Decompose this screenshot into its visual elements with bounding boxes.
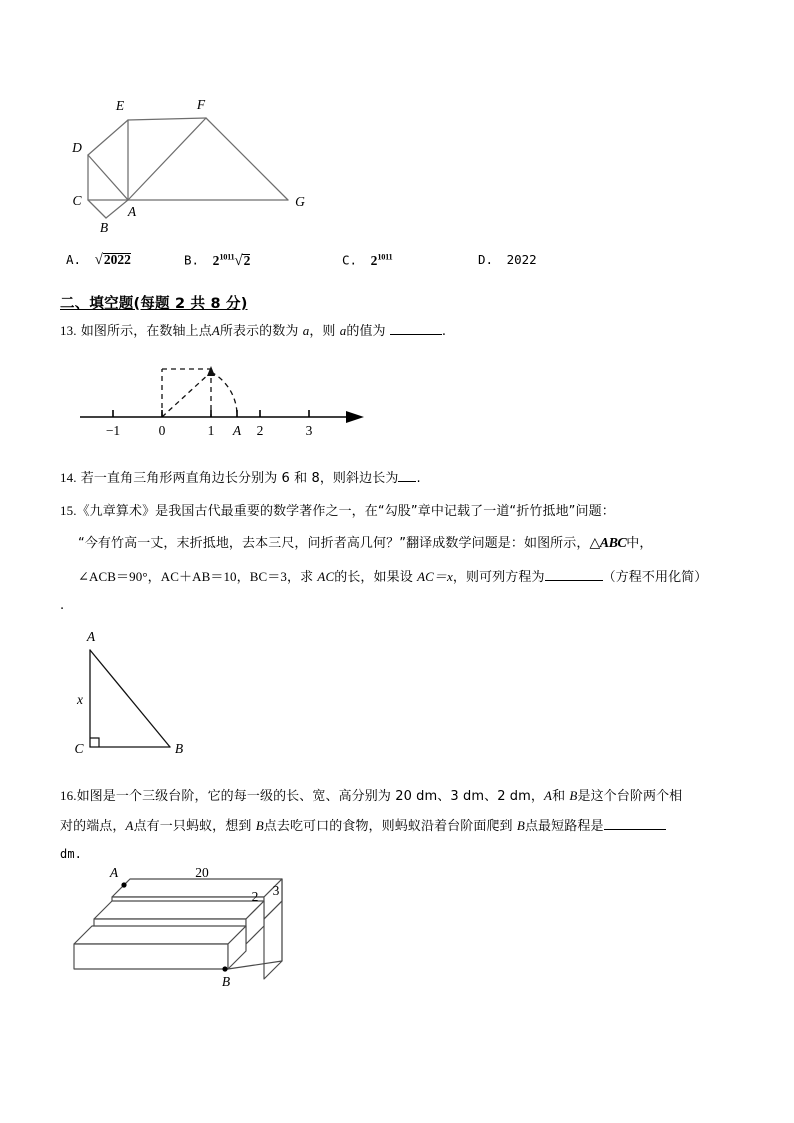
choice-b-value [213, 253, 251, 268]
tick-label-1: 1 [207, 423, 215, 438]
q15-line1: 《九章算术》是我国古代最重要的数学著作之一，在“勾股”章中记载了一道“折竹抵地”问题： [76, 504, 615, 519]
section-heading-paren: (每题 2 共 8 分) [133, 296, 248, 312]
point-B-marker [222, 966, 227, 971]
triangle-vertex-A: A [86, 629, 96, 644]
question-13-text [60, 316, 446, 347]
step1-front-face [74, 944, 228, 969]
q13-var-a2: a [339, 323, 347, 338]
number-line-figure [80, 352, 370, 450]
stairs-label-height-3: 3 [272, 883, 280, 898]
tick-label-A: A [232, 423, 242, 438]
q13-answer-blank[interactable] [390, 321, 442, 335]
q16-line1-end: 是这个台阶两个相 [577, 789, 683, 804]
section-heading-cn: 二、填空题 [60, 296, 134, 312]
choice-a-value [95, 252, 131, 267]
stairs-label-length-20: 20 [195, 865, 209, 880]
multiple-choice-row [66, 252, 746, 278]
q16-line2-label-B2: B [516, 818, 525, 833]
choice-b-exponent: 1011 [219, 252, 235, 261]
question-15-line2 [78, 529, 652, 559]
q16-unit: dm. [60, 847, 82, 861]
choice-c[interactable] [342, 252, 392, 269]
q15-line3-ac2: AC＝x [417, 569, 453, 584]
radical-icon: √ [234, 252, 243, 269]
q15-number: 15. [60, 503, 77, 518]
segment-ED [88, 120, 128, 155]
choice-a-label: A. [66, 252, 82, 267]
square-diagonal [162, 372, 211, 417]
radical-icon: √ [94, 252, 103, 268]
triangle-side-label-x: x [77, 692, 83, 707]
vertex-label-C: C [72, 193, 82, 208]
segment-EF [128, 118, 206, 120]
choice-b[interactable] [184, 252, 250, 270]
tick-label-minus1: −1 [105, 423, 121, 438]
q13-var-a1: a [302, 323, 310, 338]
segment-AB [90, 650, 170, 747]
stairs-label-B: B [221, 974, 231, 989]
q13-text-part4: 的值为 [346, 324, 386, 339]
choice-c-label: C. [342, 252, 358, 268]
axis-arrowhead [346, 411, 364, 423]
q13-var-point-a: A [211, 323, 220, 338]
q15-line3-a: ∠ACB＝90°，AC＋AB＝10，BC＝3，求 [78, 569, 314, 584]
question-16-line1 [60, 781, 682, 812]
q16-line2-d: 点最短路程是 [524, 819, 604, 834]
q15-triangle-symbol: △ABC [589, 536, 627, 551]
q13-text-part2: 所表示的数为 [219, 324, 299, 339]
choice-b-radicand: 2 [243, 252, 251, 268]
q15-line3-d: （方程不用化简） [602, 570, 708, 585]
question-14-text [60, 463, 421, 494]
vertex-label-E: E [115, 98, 125, 113]
spiral-of-theodorus-figure [60, 92, 380, 237]
point-A-marker [121, 882, 126, 887]
choice-d-label: D. [478, 252, 494, 267]
choice-b-label: B. [184, 252, 200, 268]
tick-label-3: 3 [305, 423, 313, 438]
question-15-line3 [78, 562, 707, 593]
triangle-vertex-C: C [74, 741, 84, 756]
vertex-label-B: B [99, 220, 109, 235]
choice-d[interactable] [478, 252, 537, 267]
segment-FG [206, 118, 288, 200]
choice-d-value: 2022 [506, 252, 537, 267]
q16-line2-label-A: A [125, 818, 134, 833]
tick-label-2: 2 [256, 423, 264, 438]
tick-label-0: 0 [158, 423, 166, 438]
question-16-line2 [60, 811, 666, 842]
q15-line2-a: “今有竹高一丈，末折抵地，去本三尺，问折者高几何？”翻译成数学问题是：如图所示， [78, 536, 590, 551]
right-triangle-figure [62, 622, 262, 770]
q16-line2-c: 点去吃可口的食物，则蚂蚁沿着台阶面爬到 [263, 819, 513, 834]
q16-number: 16. [60, 788, 77, 803]
q16-label-a: A [544, 788, 553, 803]
q15-line3-c: ，则可列方程为 [452, 570, 545, 585]
q13-period: . [441, 324, 447, 339]
vertex-label-F: F [196, 97, 206, 112]
staircase-figure [62, 866, 322, 1006]
q16-line2-a: 对的端点， [60, 819, 126, 834]
q16-line2-b: 点有一只蚂蚁，想到 [133, 819, 252, 834]
segment-BA [106, 200, 128, 218]
step2-top-face [94, 901, 264, 919]
q14-answer-blank[interactable] [398, 468, 416, 482]
segment-CB [88, 200, 106, 218]
q14-body: 若一直角三角形两直角边长分别为 6 和 8，则斜边长为 [80, 471, 399, 486]
q16-label-b: B [569, 788, 578, 803]
q14-period: . [416, 471, 421, 486]
choice-a-radicand: 2022 [103, 252, 131, 267]
section-heading [60, 292, 248, 313]
choice-a[interactable] [66, 252, 131, 269]
q15-answer-blank[interactable] [545, 567, 603, 581]
q15-line3-b: 的长，如果设 [334, 570, 413, 585]
stairs-label-A: A [109, 865, 119, 880]
choice-c-exponent: 1011 [377, 252, 393, 261]
choice-c-value [371, 253, 393, 268]
q13-text-part3: ，则 [309, 324, 336, 339]
diagonal-arrowhead [207, 366, 215, 376]
q15-line3-ac: AC [317, 569, 335, 584]
q15-trailing-period: . [60, 598, 65, 613]
q15-line2-b: 中， [626, 536, 653, 551]
q14-number: 14. [60, 470, 77, 485]
q16-line1: 如图是一个三级台阶，它的每一级的长、宽、高分别为 20 dm、3 dm、2 dm， [76, 789, 545, 804]
vertex-label-A: A [127, 204, 137, 219]
vertex-label-D: D [72, 140, 82, 155]
q16-line2-label-B: B [255, 818, 264, 833]
triangle-vertex-B: B [174, 741, 184, 756]
step1-top-face [74, 926, 246, 944]
q13-number: 13. [60, 323, 77, 338]
q16-line1-mid: 和 [552, 789, 566, 804]
stairs-label-depth-2: 2 [251, 889, 259, 904]
vertex-label-G: G [295, 194, 305, 209]
right-angle-marker [90, 738, 99, 747]
choice-b-base: 2 [212, 252, 220, 268]
construction-arc [211, 372, 237, 417]
segment-AF [128, 118, 206, 200]
question-15-line4 [60, 591, 64, 621]
choice-c-base: 2 [370, 252, 378, 268]
segment-DA [88, 155, 128, 200]
question-15-line1 [60, 496, 615, 527]
q13-text-part1: 如图所示，在数轴上点 [80, 324, 212, 339]
q16-answer-blank[interactable] [604, 816, 666, 830]
